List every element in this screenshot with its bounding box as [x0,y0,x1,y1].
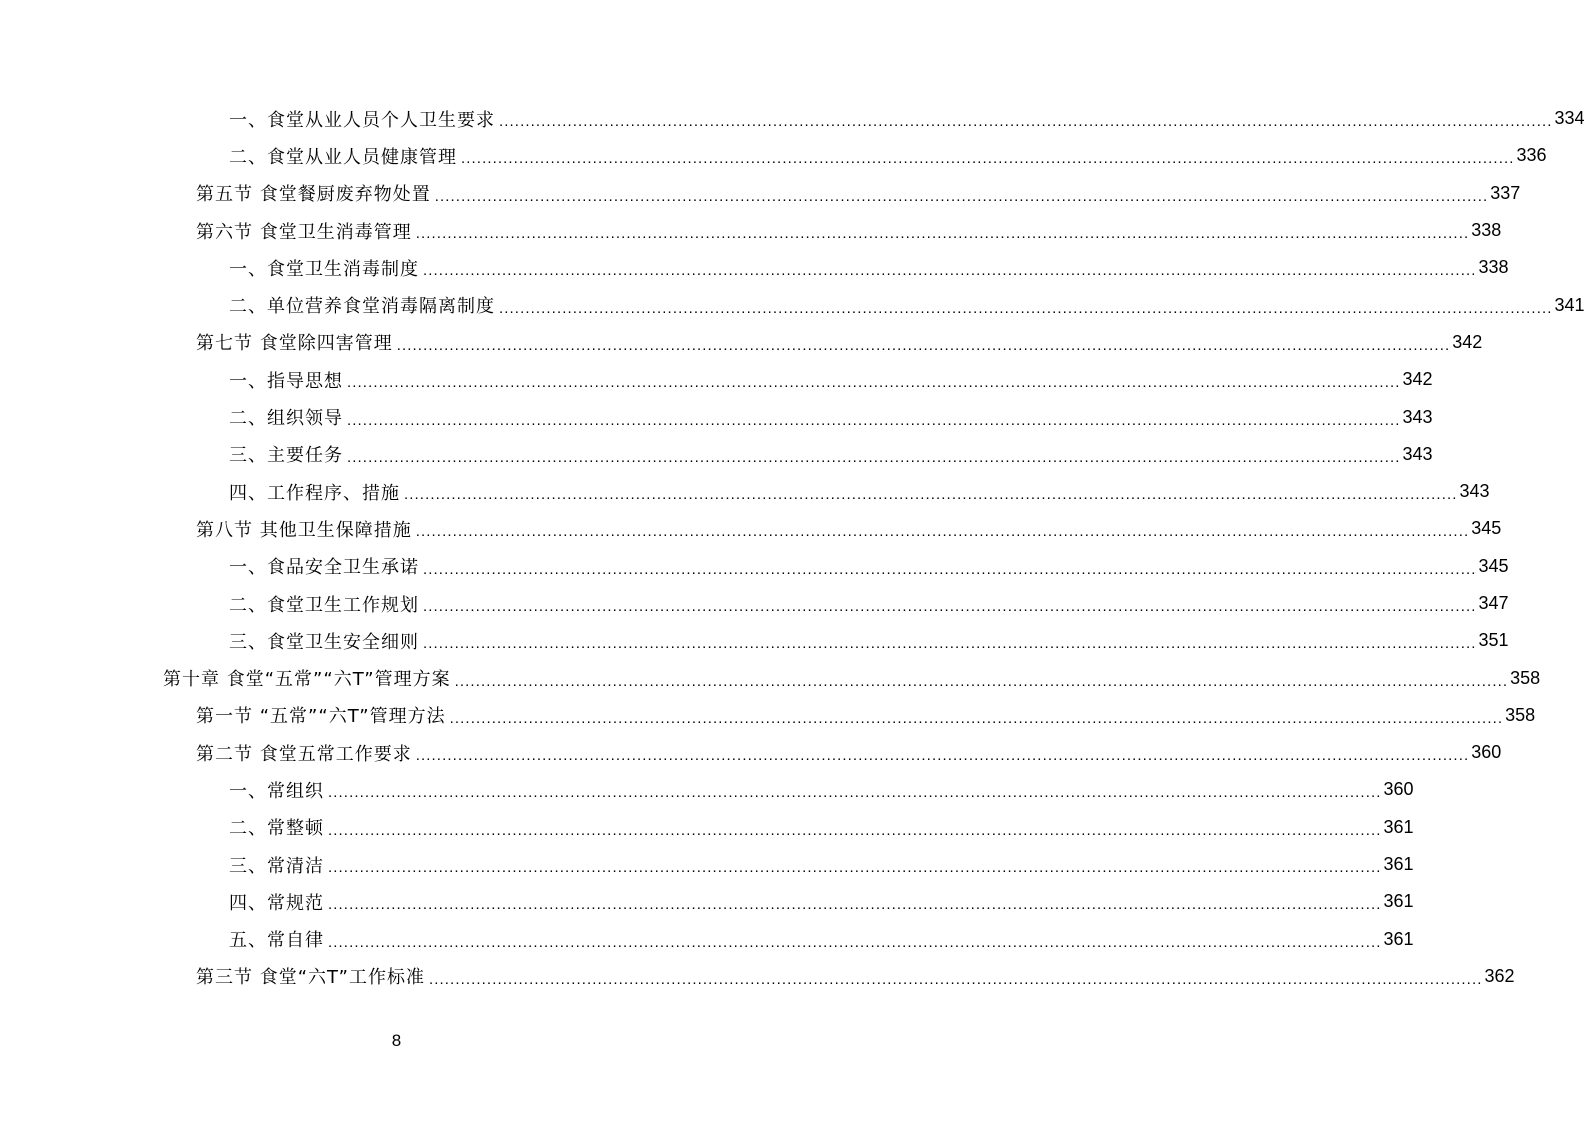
toc-entry-page: 338 [1471,220,1502,241]
toc-entry-title: 第一节 “五常”“六T”管理方法 [196,706,446,728]
toc-entry[interactable] [0,585,1509,622]
toc-entry-title: 一、指导思想 [229,370,343,392]
toc-entry-title: 三、常清洁 [229,855,324,877]
dot-leader [423,599,1477,614]
toc-entry-page: 360 [1471,742,1502,763]
toc-entry-title: 三、主要任务 [229,445,343,467]
toc-entry[interactable] [0,324,1483,361]
dot-leader [328,823,1382,838]
toc-entry-page: 347 [1478,593,1509,613]
toc-entry-page: 341 [1554,294,1585,315]
toc-entry-title: 一、食品安全卫生承诺 [229,557,419,579]
toc-entry[interactable] [0,734,1502,771]
toc-entry-title: 五、常自律 [229,930,324,952]
dot-leader [423,562,1477,577]
toc-entry[interactable] [0,286,1585,323]
toc-entry-page: 358 [1505,704,1536,725]
toc-entry[interactable] [0,809,1414,846]
toc-entry-title: 一、食堂从业人员个人卫生要求 [229,109,495,131]
toc-entry-page: 343 [1459,481,1490,502]
toc-entry-title: 二、食堂从业人员健康管理 [229,146,457,168]
dot-leader [328,897,1382,912]
toc-entry-title: 第五节 食堂餐厨废弃物处置 [196,184,431,206]
toc-entry[interactable] [0,473,1490,510]
toc-entry-title: 第六节 食堂卫生消毒管理 [196,221,412,243]
toc-entry[interactable] [0,921,1414,958]
dot-leader [423,636,1477,651]
toc-entry-page: 360 [1383,779,1414,800]
toc-entry[interactable] [0,137,1547,174]
toc-entry[interactable] [0,622,1509,659]
toc-entry-title: 二、单位营养食堂消毒隔离制度 [229,296,495,318]
dot-leader [328,785,1382,800]
table-of-contents [0,100,1585,995]
toc-entry-page: 361 [1383,928,1414,949]
dot-leader [416,524,1470,539]
dot-leader [416,748,1470,763]
toc-entry[interactable] [0,436,1433,473]
toc-entry-title: 四、工作程序、措施 [229,482,400,504]
toc-entry-title: 一、常组织 [229,780,324,802]
toc-entry[interactable] [0,212,1502,249]
toc-entry-title: 二、组织领导 [229,408,343,430]
toc-entry-page: 358 [1510,667,1541,688]
dot-leader [328,935,1382,950]
toc-entry-page: 345 [1471,518,1502,539]
toc-entry-title: 一、食堂卫生消毒制度 [229,258,419,280]
toc-entry[interactable] [0,697,1536,734]
toc-entry-title: 第三节 食堂“六T”工作标准 [196,967,425,989]
toc-entry-title: 第八节 其他卫生保障措施 [196,519,412,541]
toc-entry-title: 第十章 食堂“五常”“六T”管理方案 [163,669,451,691]
toc-entry[interactable] [0,175,1521,212]
toc-entry[interactable] [0,361,1433,398]
dot-leader [416,226,1470,241]
toc-entry[interactable] [0,771,1414,808]
dot-leader [429,972,1483,987]
dot-leader [450,711,1504,726]
toc-entry-page: 361 [1383,816,1414,837]
toc-entry-page: 338 [1478,257,1509,278]
dot-leader [435,189,1489,204]
toc-entry-title: 四、常规范 [229,892,324,914]
toc-entry-title: 三、食堂卫生安全细则 [229,631,419,653]
toc-entry-page: 362 [1484,965,1515,986]
toc-entry-page: 343 [1402,443,1433,464]
dot-leader [328,860,1382,875]
toc-entry-page: 337 [1490,182,1521,203]
toc-entry-page: 343 [1402,406,1433,427]
toc-entry-page: 334 [1554,108,1585,129]
toc-entry[interactable] [0,659,1541,696]
toc-entry-title: 二、食堂卫生工作规划 [229,594,419,616]
toc-entry-page: 361 [1383,891,1414,912]
dot-leader [397,338,1451,353]
toc-entry-title: 第七节 食堂除四害管理 [196,333,393,355]
toc-entry[interactable] [0,510,1502,547]
toc-entry[interactable] [0,958,1515,995]
toc-entry-page: 342 [1452,331,1483,352]
toc-entry[interactable] [0,846,1414,883]
dot-leader [347,375,1401,390]
toc-entry-page: 345 [1478,555,1509,576]
toc-entry-page: 342 [1402,369,1433,390]
toc-entry[interactable] [0,100,1585,137]
toc-entry[interactable] [0,398,1433,435]
toc-entry-page: 336 [1516,145,1547,166]
toc-entry[interactable] [0,249,1509,286]
toc-entry-title: 第二节 食堂五常工作要求 [196,743,412,765]
dot-leader [499,301,1553,316]
dot-leader [347,413,1401,428]
toc-entry[interactable] [0,548,1509,585]
dot-leader [347,450,1401,465]
toc-entry-page: 361 [1383,854,1414,875]
page-number: 8 [391,1031,402,1050]
toc-entry-title: 二、常整顿 [229,818,324,840]
toc-entry-page: 351 [1478,630,1509,651]
dot-leader [404,487,1458,502]
dot-leader [499,114,1553,129]
dot-leader [455,674,1509,689]
dot-leader [423,263,1477,278]
dot-leader [461,151,1515,166]
toc-entry[interactable] [0,883,1414,920]
